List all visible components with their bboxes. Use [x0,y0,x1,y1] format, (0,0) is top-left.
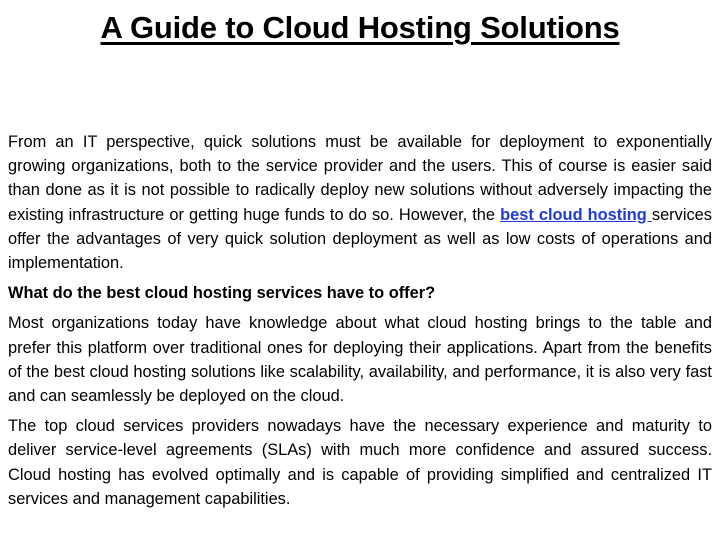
intro-text-after-link: services offer the advantages of very quick solution deployment as well as low costs of operations and implementation. [8,205,712,273]
intro-text-before-link: From an IT perspective, quick solutions must be available for deployment to exponentially growing organizations, both to the service provider and the users. This of course is easier said than done as it is not possible to radically deploy new solutions without adversely impacting the existing infrastructure or getting huge funds to do so. However, the [8,133,712,224]
intro-paragraph [8,130,712,275]
article-body [8,130,712,517]
benefits-paragraph: Most organizations today have knowledge about what cloud hosting brings to the table and prefer this platform over traditional ones for deploying their applications. Apart from the benefits of the best cloud hosting solutions like scalability, availability, and performance, it is also very fast and can seamlessly be deployed on the cloud. [8,314,712,406]
providers-paragraph: The top cloud services providers nowadays have the necessary experience and maturity to deliver service-level agreements (SLAs) with much more confidence and assured success. Cloud hosting has evolved optimally and is capable of providing simplified and centralized IT services and management capabilities. [8,417,712,508]
best-cloud-hosting-link[interactable]: best cloud hosting [500,205,652,224]
section-heading: What do the best cloud hosting services have to offer? [8,284,436,303]
page-title: A Guide to Cloud Hosting Solutions [100,10,620,45]
